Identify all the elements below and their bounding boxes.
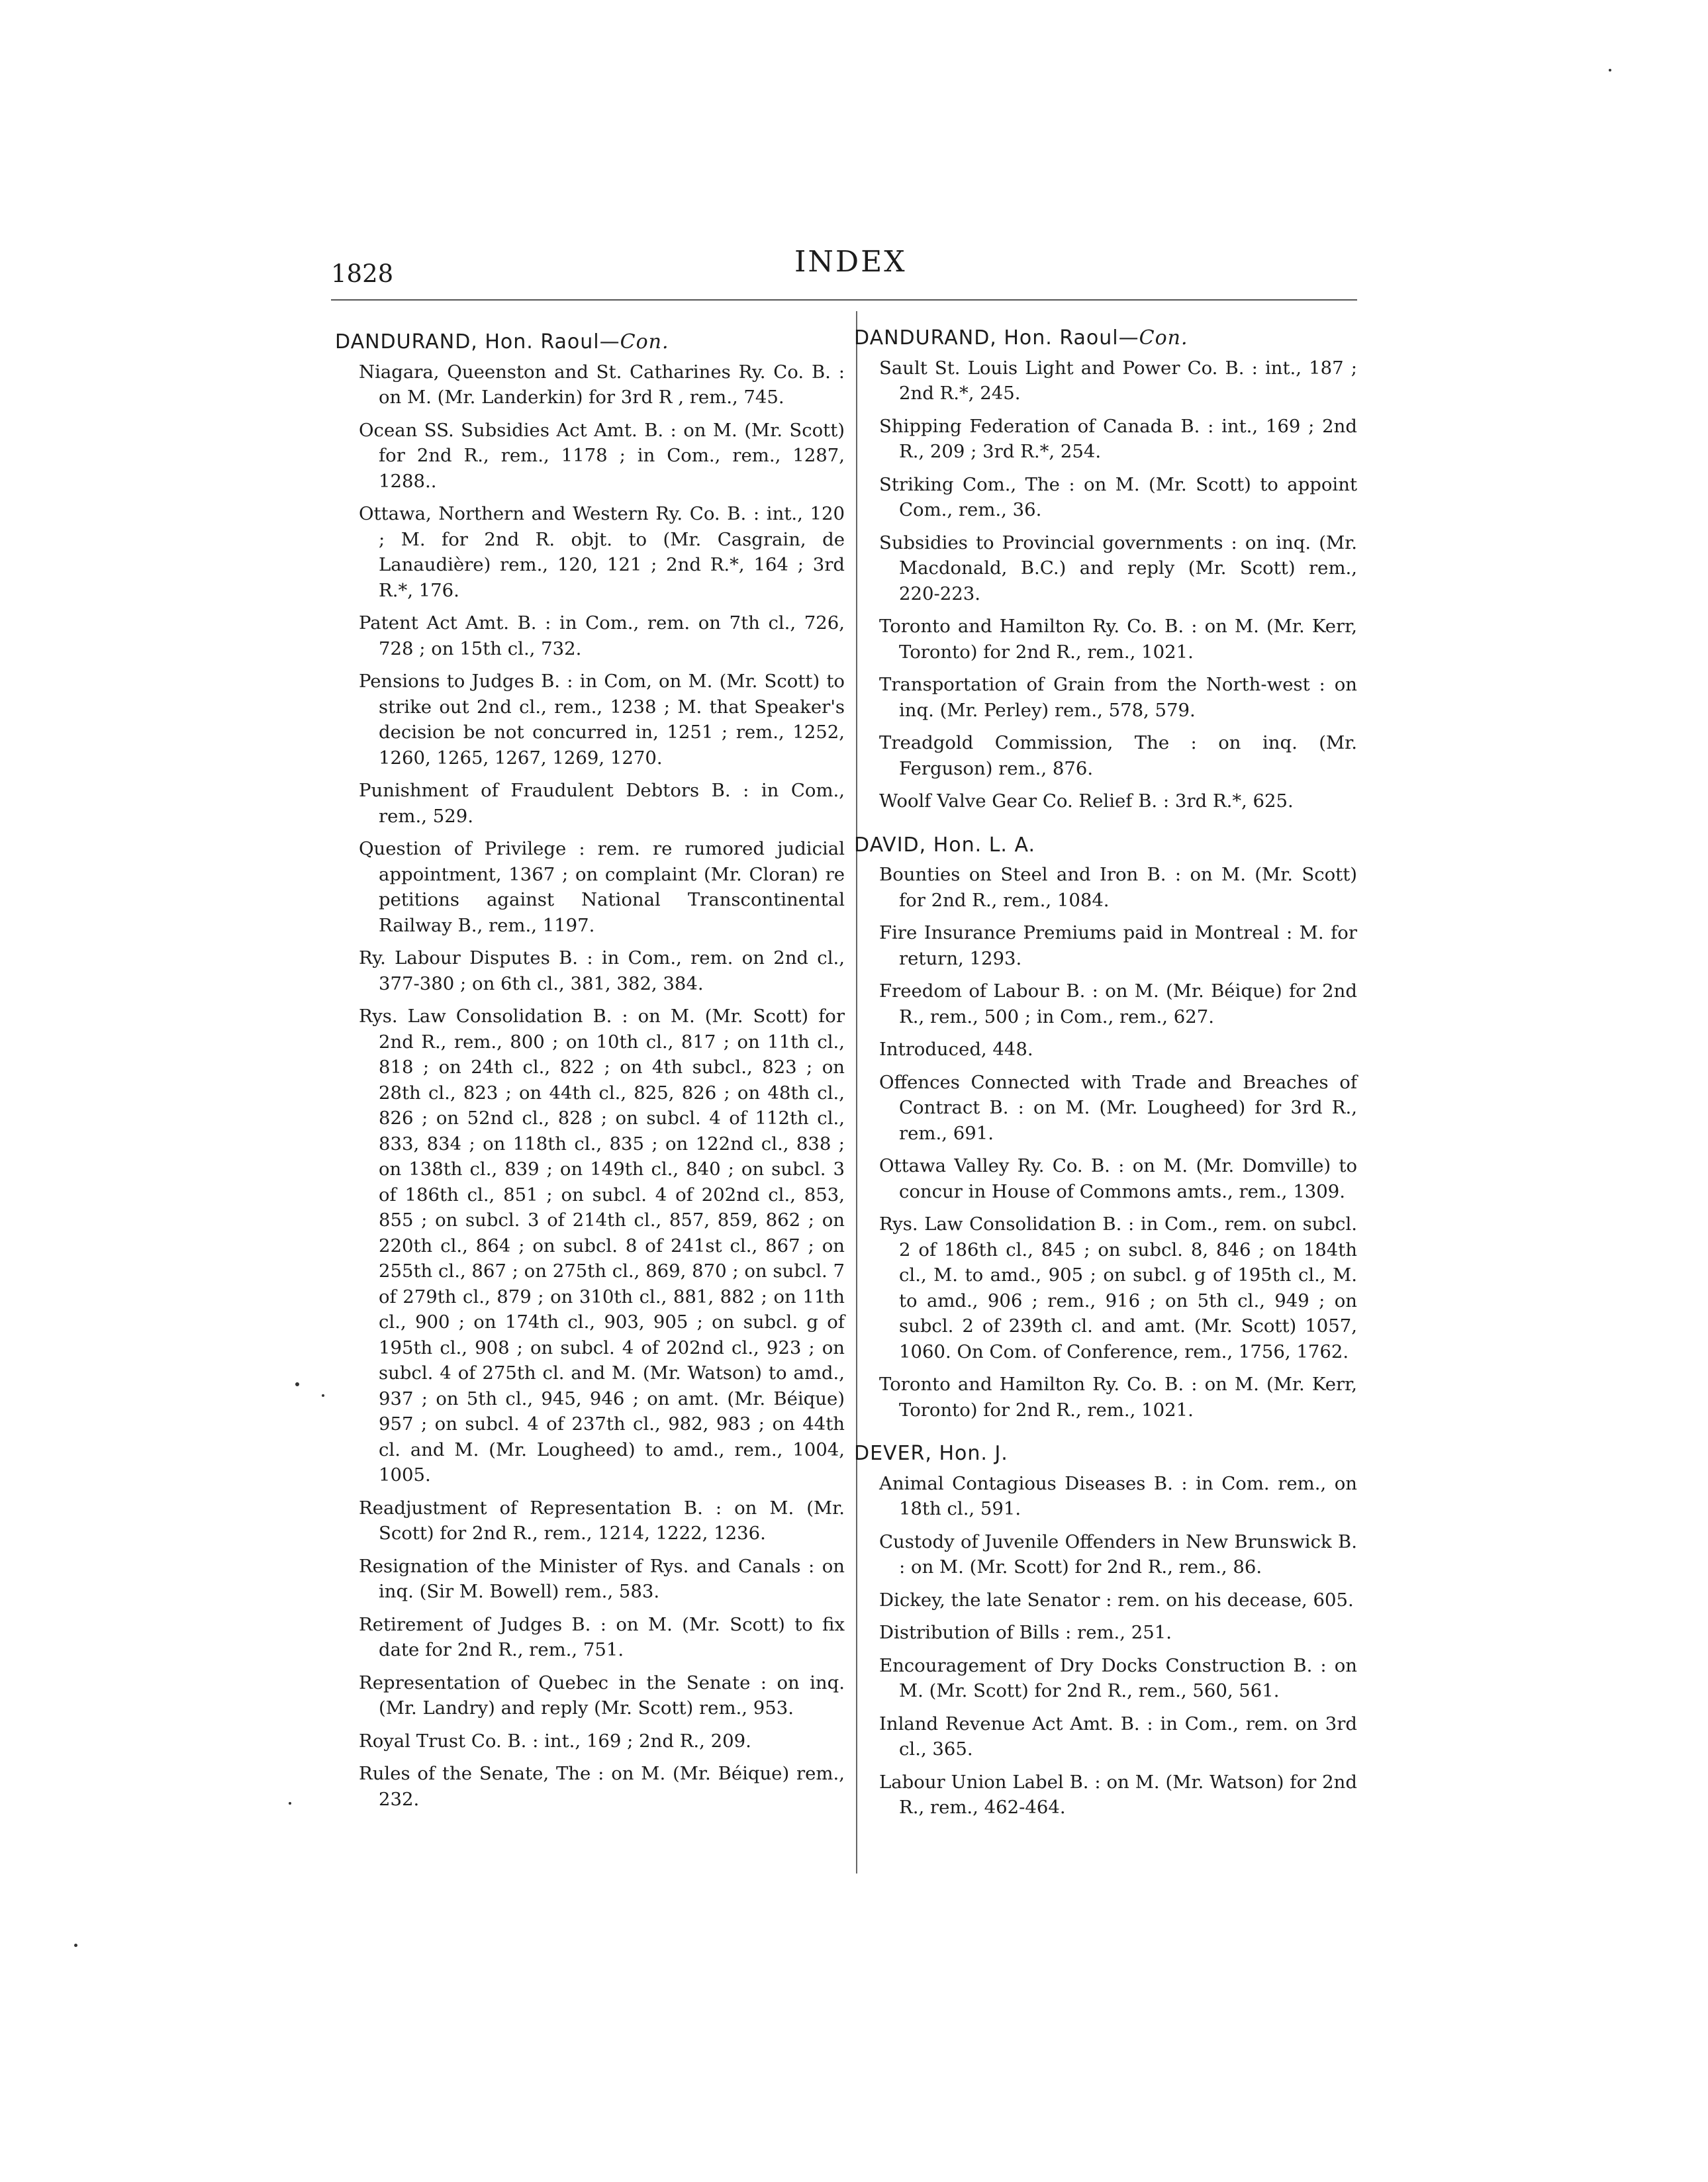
- section-heading: [854, 833, 1357, 859]
- index-entry: Royal Trust Co. B. : int., 169 ; 2nd R., 209.: [359, 1730, 751, 1752]
- index-entry: Pensions to Judges B. : in Com, on M. (Mr. Scott) to strike out 2nd cl., rem., 1238 ; M. that Speaker's decision be not concurred in, 1251 ; rem., 1252, 1260, 1265, 1267, 1269, 1270.: [359, 671, 845, 769]
- index-entry: Encouragement of Dry Docks Construction B. : on M. (Mr. Scott) for 2nd R., rem., 560, 561.: [879, 1654, 1357, 1701]
- index-entry: Distribution of Bills : rem., 251.: [879, 1622, 1172, 1643]
- index-entry: Woolf Valve Gear Co. Relief B. : 3rd R.*, 625.: [879, 790, 1294, 812]
- index-entry: Niagara, Queenston and St. Catharines Ry. Co. B. : on M. (Mr. Landerkin) for 3rd R , rem., 745.: [359, 361, 845, 408]
- scan-speck: [289, 1802, 291, 1805]
- section-heading: DANDURAND, Hon. Raoul—Con.: [854, 326, 1188, 350]
- scan-speck: [74, 1944, 77, 1947]
- index-entry: Inland Revenue Act Amt. B. : in Com., rem. on 3rd cl., 365.: [879, 1713, 1357, 1760]
- index-entry: Punishment of Fraudulent Debtors B. : in Com., rem., 529.: [359, 780, 845, 827]
- section-heading: DANDURAND, Hon. Raoul—Con.: [335, 330, 669, 354]
- index-entry: Dickey, the late Senator : rem. on his decease, 605.: [879, 1589, 1354, 1611]
- scan-speck: [1609, 69, 1611, 71]
- index-entry: Ry. Labour Disputes B. : in Com., rem. on 2nd cl., 377-380 ; on 6th cl., 381, 382, 384.: [359, 947, 845, 994]
- index-entry: Readjustment of Representation B. : on M. (Mr. Scott) for 2nd R., rem., 1214, 1222, 1236.: [359, 1497, 845, 1544]
- index-entry: Freedom of Labour B. : on M. (Mr. Béique) for 2nd R., rem., 500 ; in Com., rem., 627.: [879, 980, 1357, 1027]
- entry-list: [335, 359, 845, 1813]
- index-entry: Bounties on Steel and Iron B. : on M. (Mr. Scott) for 2nd R., rem., 1084.: [879, 864, 1357, 911]
- index-entry: Transportation of Grain from the North-west : on inq. (Mr. Perley) rem., 578, 579.: [879, 674, 1357, 721]
- index-entry: Rys. Law Consolidation B. : in Com., rem. on subcl. 2 of 186th cl., 845 ; on subcl. 8, 846 ; on 184th cl., M. to amd., 905 ; on subcl. g of 195th cl., M. to amd., 906 ; rem., 916 ; on 5th cl., 949 ; on subcl. 2 of 239th cl. and amt. (Mr. Scott) 1057, 1060. On Com. of Conference, rem., 1756, 1762.: [879, 1213, 1357, 1362]
- index-entry: Patent Act Amt. B. : in Com., rem. on 7th cl., 726, 728 ; on 15th cl., 732.: [359, 612, 845, 659]
- header-rule: [331, 299, 1357, 301]
- page-header: [331, 245, 1357, 288]
- index-entry: Shipping Federation of Canada B. : int., 169 ; 2nd R., 209 ; 3rd R.*, 254.: [879, 415, 1357, 462]
- index-entry: Sault St. Louis Light and Power Co. B. : int., 187 ; 2nd R.*, 245.: [879, 357, 1357, 404]
- index-entry: Subsidies to Provincial governments : on inq. (Mr. Macdonald, B.C.) and reply (Mr. Scott) rem., 220-223.: [879, 532, 1357, 604]
- index-entry: Treadgold Commission, The : on inq. (Mr. Ferguson) rem., 876.: [879, 732, 1357, 779]
- index-entry: Rys. Law Consolidation B. : on M. (Mr. Scott) for 2nd R., rem., 800 ; on 10th cl., 817 ; on 11th cl., 818 ; on 24th cl., 822 ; on 4th subcl., 823 ; on 28th cl., 823 ; on 44th cl., 825, 826 ; on 48th cl., 826 ; on 52nd cl., 828 ; on subcl. 4 of 112th cl., 833, 834 ; on 118th cl., 835 ; on 122nd cl., 838 ; on 138th cl., 839 ; on 149th cl., 840 ; on subcl. 3 of 186th cl., 851 ; on subcl. 4 of 202nd cl., 853, 855 ; on subcl. 3 of 214th cl., 857, 859, 862 ; on 220th cl., 864 ; on subcl. 8 of 241st cl., 867 ; on 255th cl., 867 ; on 275th cl., 869, 870 ; on subcl. 7 of 279th cl., 879 ; on 310th cl., 881, 882 ; on 11th cl., 900 ; on 174th cl., 903, 905 ; on subcl. g of 195th cl., 908 ; on subcl. 4 of 202nd cl., 923 ; on subcl. 4 of 275th cl. and M. (Mr. Watson) to amd., 937 ; on 5th cl., 945, 946 ; on amt. (Mr. Béique) 957 ; on subcl. 4 of 237th cl., 982, 983 ; on 44th cl. and M. (Mr. Lougheed) to amd., rem., 1004, 1005.: [359, 1006, 845, 1486]
- heading-name: DAVID, Hon. L. A.: [854, 833, 1036, 857]
- index-entry: Representation of Quebec in the Senate : on inq. (Mr. Landry) and reply (Mr. Scott) rem., 953.: [359, 1672, 845, 1719]
- index-entry: Retirement of Judges B. : on M. (Mr. Scott) to fix date for 2nd R., rem., 751.: [359, 1613, 845, 1660]
- heading-name: DANDURAND, Hon. Raoul: [854, 326, 1119, 350]
- index-entry: Offences Connected with Trade and Breaches of Contract B. : on M. (Mr. Lougheed) for 3rd R., rem., 691.: [879, 1071, 1357, 1144]
- heading-name: DANDURAND, Hon. Raoul: [335, 330, 600, 354]
- index-entry: Custody of Juvenile Offenders in New Brunswick B. : on M. (Mr. Scott) for 2nd R., rem., 86.: [879, 1531, 1357, 1578]
- index-entry: Toronto and Hamilton Ry. Co. B. : on M. (Mr. Kerr, Toronto) for 2nd R., rem., 1021.: [879, 1374, 1357, 1421]
- index-entry: Ocean SS. Subsidies Act Amt. B. : on M. (Mr. Scott) for 2nd R., rem., 1178 ; in Com., rem., 1287, 1288..: [359, 419, 845, 492]
- entry-list: [854, 862, 1357, 1423]
- index-entry: Labour Union Label B. : on M. (Mr. Watson) for 2nd R., rem., 462-464.: [879, 1771, 1357, 1818]
- index-entry: Animal Contagious Diseases B. : in Com. rem., on 18th cl., 591.: [879, 1472, 1357, 1519]
- index-entry: Ottawa Valley Ry. Co. B. : on M. (Mr. Domville) to concur in House of Commons amts., rem., 1309.: [879, 1155, 1357, 1202]
- right-column: [854, 326, 1357, 1828]
- heading-continued: Con.: [1139, 326, 1188, 350]
- scan-speck: [295, 1382, 299, 1386]
- index-entry: Toronto and Hamilton Ry. Co. B. : on M. (Mr. Kerr, Toronto) for 2nd R., rem., 1021.: [879, 616, 1357, 663]
- index-entry: Question of Privilege : rem. re rumored judicial appointment, 1367 ; on complaint (Mr. Cloran) re petitions against National Transcontinental Railway B., rem., 1197.: [359, 838, 845, 936]
- index-entry: Fire Insurance Premiums paid in Montreal : M. for return, 1293.: [879, 922, 1357, 969]
- index-entry: Ottawa, Northern and Western Ry. Co. B. : int., 120 ; M. for 2nd R. objt. to (Mr. Casgrain, de Lanaudière) rem., 120, 121 ; 2nd R.*, 164 ; 3rd R.*, 176.: [359, 503, 845, 601]
- running-head: INDEX: [794, 245, 907, 279]
- index-entry: Resignation of the Minister of Rys. and Canals : on inq. (Sir M. Bowell) rem., 583.: [359, 1555, 845, 1602]
- heading-continued: Con.: [620, 330, 669, 354]
- page-number: 1828: [331, 260, 394, 288]
- index-entry: Rules of the Senate, The : on M. (Mr. Béique) rem., 232.: [359, 1763, 845, 1810]
- scan-speck: [322, 1394, 324, 1397]
- entry-list: [854, 356, 1357, 814]
- section-heading: [854, 1441, 1357, 1467]
- entry-list: [854, 1471, 1357, 1821]
- heading-name: DEVER, Hon. J.: [854, 1442, 1008, 1465]
- index-entry: Striking Com., The : on M. (Mr. Scott) to appoint Com., rem., 36.: [879, 473, 1357, 520]
- left-column: [335, 330, 845, 1819]
- index-entry: Introduced, 448.: [879, 1039, 1033, 1060]
